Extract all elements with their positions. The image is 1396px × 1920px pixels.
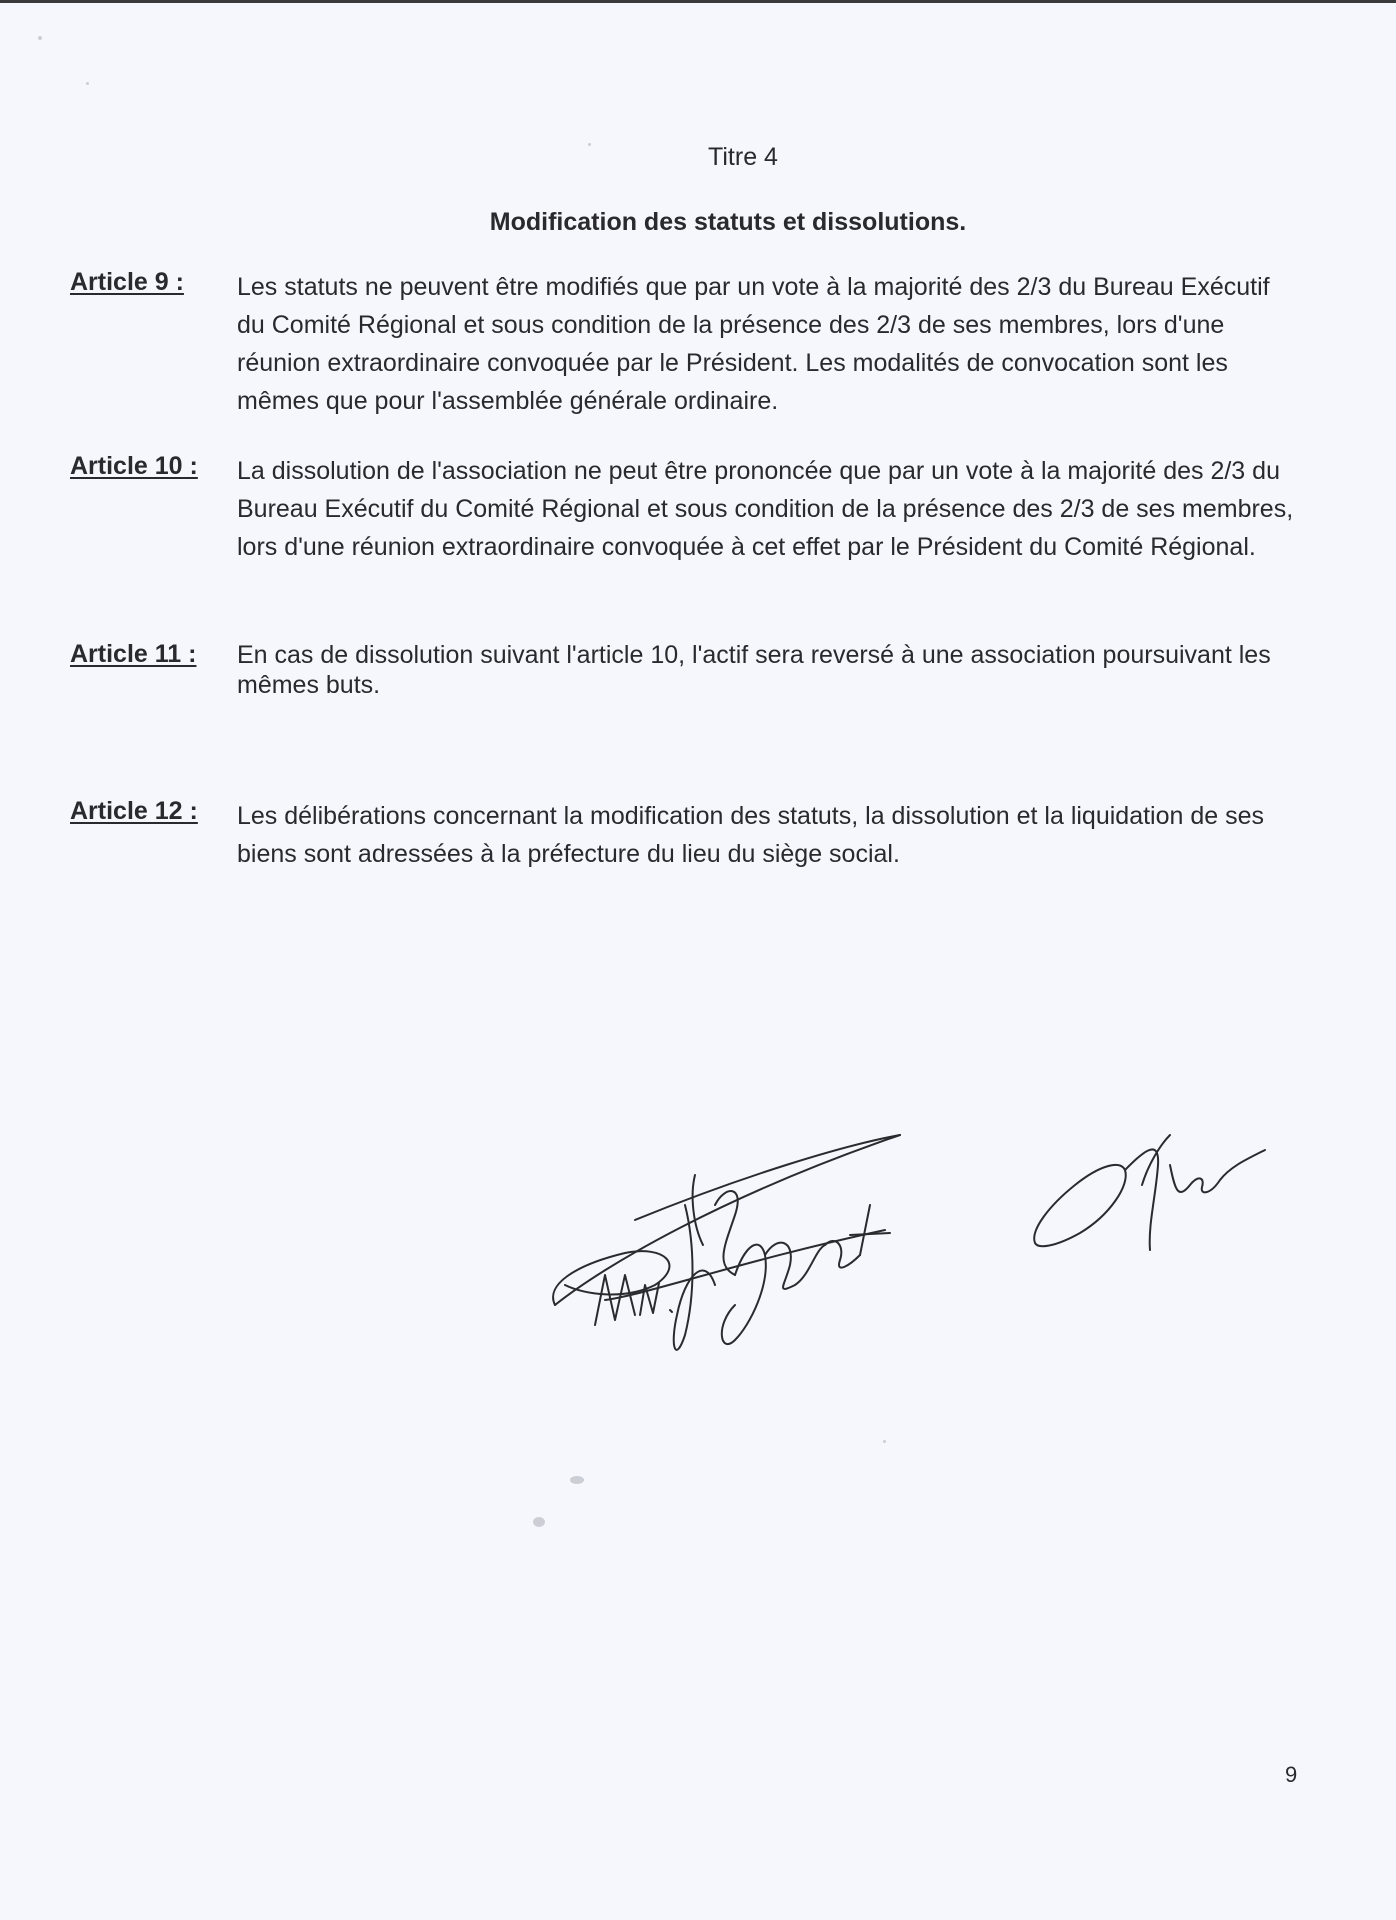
- scan-speck: [588, 143, 591, 146]
- signature-right: [1030, 1125, 1270, 1255]
- article-label: Article 11 :: [70, 640, 197, 668]
- article-text: En cas de dissolution suivant l'article 10, l'actif sera reversé à une association poursuivant les mêmes buts.: [237, 641, 1271, 699]
- section-title: Titre 4: [708, 143, 778, 171]
- article-label: Article 10 :: [70, 452, 198, 480]
- section-subtitle: Modification des statuts et dissolutions.: [489, 208, 967, 236]
- scan-speck: [533, 1517, 545, 1527]
- scan-speck: [38, 36, 42, 40]
- article-text: Les délibérations concernant la modification des statuts, la dissolution et la liquidation de ses biens sont adressées à la préfecture du lieu du siège social.: [237, 802, 1265, 868]
- article-text: La dissolution de l'association ne peut être prononcée que par un vote à la majorité des 2/3 du Bureau Exécutif du Comité Régional et sous condition de la présence des 2/3 de ses membres, lors d'une réunion extraordinaire convoquée à cet effet par le Président du Comité Régional.: [237, 457, 1294, 561]
- article-label: Article 9 :: [70, 268, 184, 296]
- signature-left: [545, 1125, 905, 1365]
- scan-speck: [570, 1476, 584, 1484]
- article-text: Les statuts ne peuvent être modifiés que par un vote à la majorité des 2/3 du Bureau Exécutif du Comité Régional et sous condition de la présence des 2/3 de ses membres, lors d'une réunion extraordinaire convoquée par le Président. Les modalités de convocation sont les mêmes que pour l'assemblée générale ordinaire.: [237, 273, 1270, 415]
- scan-speck: [86, 82, 89, 85]
- scan-speck: [883, 1440, 886, 1443]
- article-label: Article 12 :: [70, 797, 198, 825]
- scan-top-edge: [0, 0, 1396, 3]
- page-number: 9: [1285, 1762, 1298, 1787]
